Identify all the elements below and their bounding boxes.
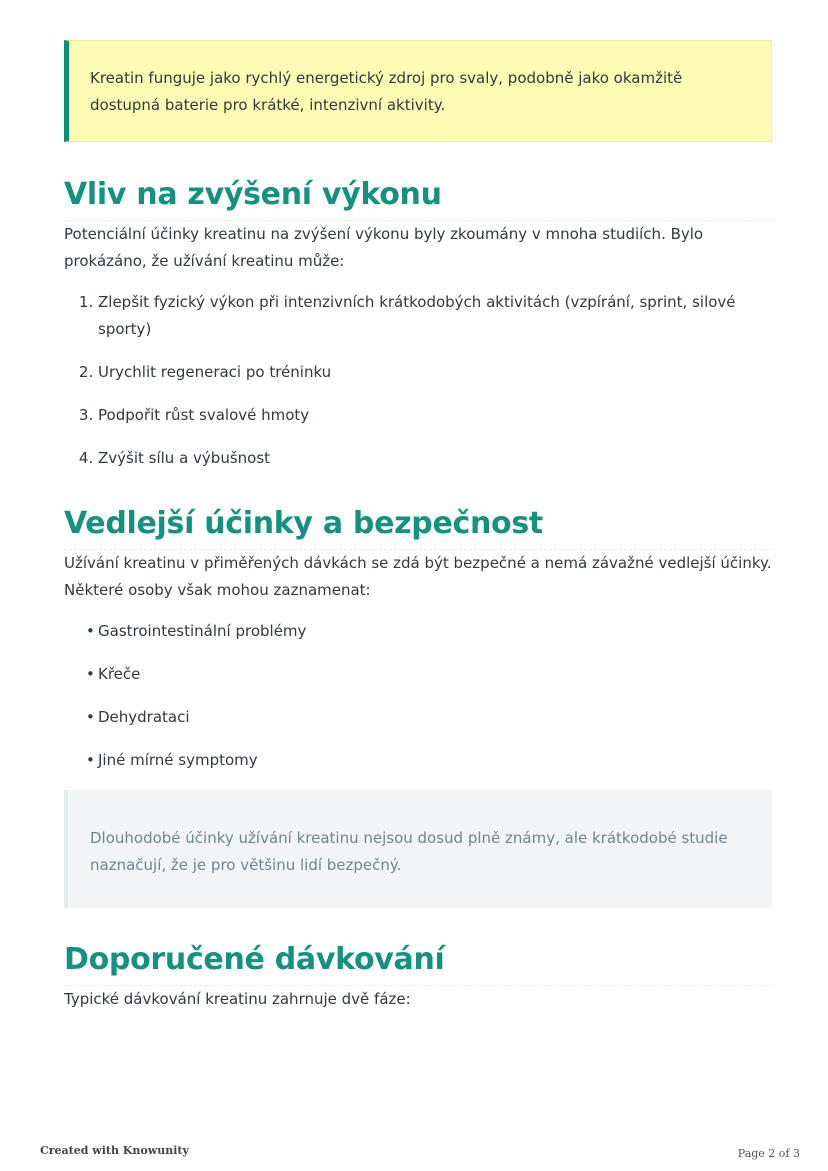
list-item: [86, 747, 772, 774]
side-effects-list: [64, 618, 772, 774]
section-heading-dosage: Doporučené dávkování: [64, 942, 772, 986]
bullet: •: [86, 665, 95, 683]
bullet: •: [86, 708, 95, 726]
dosage-intro: Typické dávkování kreatinu zahrnuje dvě fáze:: [64, 990, 411, 1008]
list-item: 2. Urychlit regeneraci po tréninku: [98, 359, 772, 386]
footer-page-number: Page 2 of 3: [737, 1147, 800, 1160]
list-item: 1. Zlepšit fyzický výkon při intenzivních krátkodobých aktivitách (vzpírání, sprint, silové sporty): [98, 289, 772, 343]
list-item: 4. Zvýšit sílu a výbušnost: [98, 445, 772, 472]
performance-list: [64, 289, 772, 472]
bullet: •: [86, 751, 95, 769]
section-heading-side-effects: Vedlejší účinky a bezpečnost: [64, 506, 772, 550]
list-item: [86, 661, 772, 688]
list-item: [86, 618, 772, 645]
performance-intro: Potenciální účinky kreatinu na zvýšení výkonu byly zkoumány v mnoha studiích. Bylo prokázáno, že užívání kreatinu může:: [64, 225, 704, 270]
side-effects-intro: Užívání kreatinu v přiměřených dávkách se zdá být bezpečné a nemá závažné vedlejší účinky. Některé osoby však mohou zaznamenat:: [64, 554, 772, 599]
info-callout-text: Kreatin funguje jako rychlý energetický zdroj pro svaly, podobně jako okamžitě dostupná baterie pro krátké, intenzivní aktivity.: [90, 69, 683, 114]
list-item: 3. Podpořit růst svalové hmoty: [98, 402, 772, 429]
info-callout: [64, 40, 772, 142]
note-callout: [64, 790, 772, 908]
note-callout-text: Dlouhodobé účinky užívání kreatinu nejsou dosud plně známy, ale krátkodobé studie naznačují, že je pro většinu lidí bezpečný.: [90, 829, 728, 874]
document-page: [64, 40, 772, 1013]
list-item-text: Jiné mírné symptomy: [98, 751, 258, 769]
bullet: •: [86, 622, 95, 640]
list-item-text: Křeče: [98, 665, 141, 683]
list-item-text: Dehydrataci: [98, 708, 190, 726]
list-item-text: Gastrointestinální problémy: [98, 622, 307, 640]
footer-created-with: Created with Knowunity: [40, 1144, 189, 1157]
list-item: [86, 704, 772, 731]
section-heading-performance: Vliv na zvýšení výkonu: [64, 177, 772, 221]
